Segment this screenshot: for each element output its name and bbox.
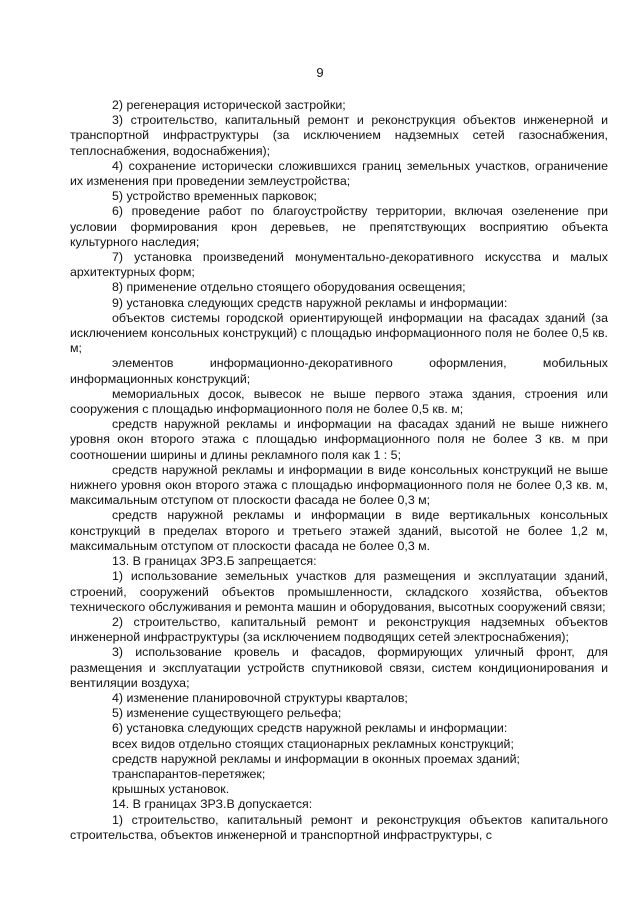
section-heading: 14. В границах ЗРЗ.В допускается:	[112, 797, 313, 812]
paragraph: 5) устройство временных парковок;	[112, 189, 317, 204]
document-body	[70, 98, 608, 843]
paragraph: 3) строительство, капитальный ремонт и реконструкция объектов инженерной и транспортной инфраструктуры (за исключением надземных сетей газоснабжения, теплоснабжения, водоснабжения);	[70, 113, 608, 158]
paragraph: 9) установка следующих средств наружной рекламы и информации:	[112, 295, 508, 310]
paragraph: средств наружной рекламы и информации в виде вертикальных консольных конструкций в пределах второго и третьего этажей зданий, высотой не более 1,2 м, максимальным отступом от плоскости фасада не более 0,3 м.	[70, 508, 608, 553]
paragraph: средств наружной рекламы и информации в оконных проемах зданий;	[112, 751, 520, 766]
paragraph: 4) изменение планировочной структуры кварталов;	[112, 690, 408, 705]
paragraph: 1) строительство, капитальный ремонт и реконструкция объектов капитального строительства, объектов инженерной и транспортной инфраструктуры, с	[70, 812, 608, 842]
page-number: 9	[316, 65, 324, 80]
paragraph: элементов информационно-декоративного оформления, мобильных информационных конструкций;	[70, 356, 608, 386]
paragraph: всех видов отдельно стоящих стационарных рекламных конструкций;	[112, 736, 514, 751]
paragraph: средств наружной рекламы и информации в виде консольных конструкций не выше нижнего уровня окон второго этажа с площадью информационного поля не более 0,3 кв. м, максимальным отступом от плоскости фасада не более 0,3 м;	[70, 462, 608, 508]
paragraph: 4) сохранение исторически сложившихся границ земельных участков, ограничение их изменения при проведении землеустройства;	[70, 158, 608, 189]
paragraph: средств наружной рекламы и информации на фасадах зданий не выше нижнего уровня окон второго этажа с площадью информационного поля не более 3 кв. м при соотношении ширины и длины рекламного поля как 1 : 5;	[70, 417, 608, 462]
paragraph: 8) применение отдельно стоящего оборудования освещения;	[112, 280, 466, 295]
section-heading: 13. В границах ЗРЗ.Б запрещается:	[112, 554, 317, 569]
paragraph: объектов системы городской ориентирующей информации на фасадах зданий (за исключением консольных конструкций) с площадью информационного поля не более 0,5 кв. м;	[70, 310, 608, 356]
paragraph: 1) использование земельных участков для размещения и эксплуатации зданий, строений, сооружений объектов промышленности, складского хозяйства, объектов технического обслуживания и ремонта машин и оборудования, высотных сооружений связи;	[70, 569, 608, 614]
paragraph: 2) регенерация исторической застройки;	[112, 98, 346, 112]
paragraph: 5) изменение существующего рельефа;	[112, 706, 342, 721]
paragraph: 7) установка произведений монументально-декоративного искусства и малых архитектурных форм;	[70, 250, 608, 280]
paragraph: 2) строительство, капитальный ремонт и реконструкция надземных объектов инженерной инфраструктуры (за исключением подводящих сетей электроснабжения);	[70, 614, 608, 645]
paragraph: крышных установок.	[112, 782, 230, 797]
paragraph: мемориальных досок, вывесок не выше первого этажа здания, строения или сооружения с площадью информационного поля не более 0,5 кв. м;	[70, 386, 608, 417]
paragraph: 3) использование кровель и фасадов, формирующих уличный фронт, для размещения и эксплуатации устройств спутниковой связи, систем кондиционирования и вентиляции воздуха;	[70, 645, 608, 690]
paragraph: 6) проведение работ по благоустройству территории, включая озеленение при условии формирования крон деревьев, не препятствующих восприятию объекта культурного наследия;	[70, 204, 608, 249]
paragraph: транспарантов-перетяжек;	[112, 766, 266, 781]
paragraph: 6) установка следующих средств наружной рекламы и информации:	[112, 721, 508, 736]
